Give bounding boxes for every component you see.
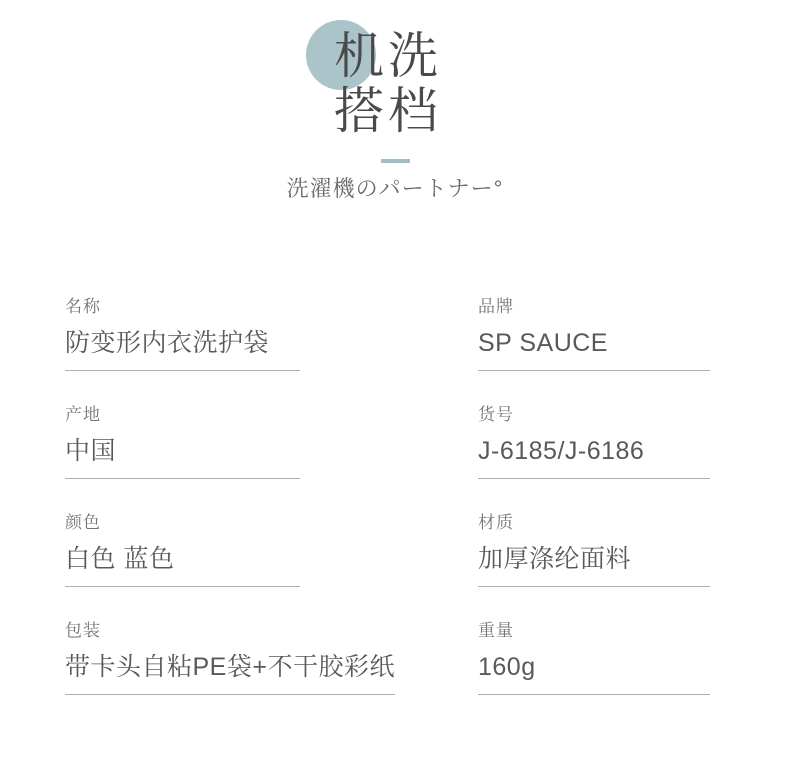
spec-row-weight (478, 620, 790, 695)
page-title-line2: 搭档 (334, 83, 442, 139)
spec-value-packaging: 带卡头自粘PE袋+不干胶彩纸 (65, 652, 395, 695)
spec-label-packaging: 包装 (65, 621, 101, 640)
spec-row-item-number (478, 404, 790, 479)
page-title-line1: 机洗 (334, 28, 442, 84)
spec-value-name: 防变形内衣洗护袋 (65, 328, 300, 371)
page-title (334, 29, 442, 139)
spec-row-material (478, 512, 790, 587)
spec-label-name: 名称 (65, 297, 101, 316)
spec-label-color: 颜色 (65, 513, 101, 532)
title-block (334, 29, 442, 139)
page-subtitle: 洗濯機のパートナー° (286, 176, 504, 201)
spec-row-packaging (65, 620, 478, 695)
spec-label-origin: 产地 (65, 405, 101, 424)
spec-value-item-number: J-6185/J-6186 (478, 436, 710, 479)
spec-value-color: 白色 蓝色 (65, 544, 300, 587)
spec-label-brand: 品牌 (478, 297, 514, 316)
spec-row-brand (478, 296, 790, 371)
spec-row-name (65, 296, 478, 371)
spec-value-origin: 中国 (65, 436, 300, 479)
spec-value-material: 加厚涤纶面料 (478, 544, 710, 587)
spec-label-weight: 重量 (478, 621, 514, 640)
spec-label-item-number: 货号 (478, 405, 514, 424)
spec-table (65, 296, 790, 695)
spec-label-material: 材质 (478, 513, 514, 532)
spec-row-color (65, 512, 478, 587)
spec-value-brand: SP SAUCE (478, 328, 710, 371)
spec-row-origin (65, 404, 478, 479)
accent-divider (381, 159, 410, 163)
product-header (0, 0, 790, 201)
spec-value-weight: 160g (478, 652, 710, 695)
